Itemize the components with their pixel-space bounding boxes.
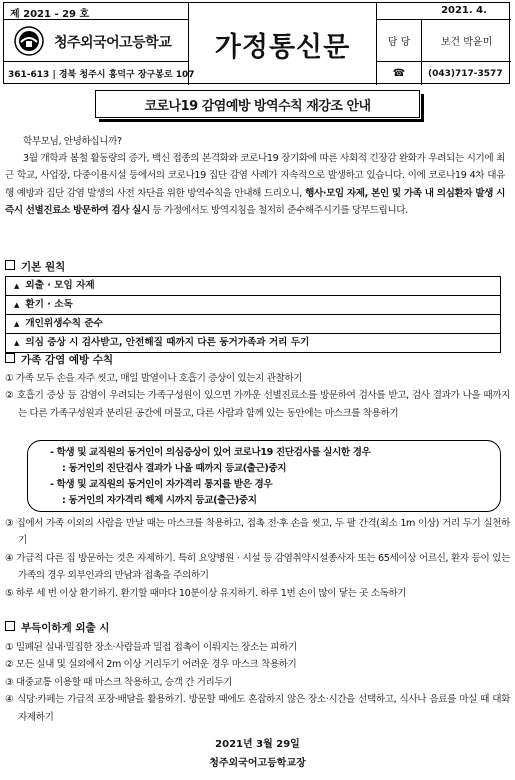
- section-basic-title: 기본 원칙: [21, 261, 66, 273]
- list-item: ▲ 개인위생수칙 준수: [6, 315, 500, 334]
- list-item: ② 모든 실내 및 실외에서 2m 이상 거리두기 어려운 경우 마스크 착용하기: [5, 659, 297, 671]
- list-item: ④ 가급적 다른 집 방문하는 것은 자제하기. 특히 요양병원 · 시설 등 감염취약시설종사자 또는 65세이상 어르신, 환자 등이 있는 가족의 경우 외부인과의 만남과 접촉을 주의하기: [5, 552, 510, 582]
- issue-date: 2021. 4.: [377, 3, 511, 20]
- notice-line: : 동거인의 진단검사 결과가 나올 때까지 등교(출근)중지: [62, 463, 287, 474]
- manager-name: 보건 박윤미: [422, 20, 511, 62]
- list-item: ▲ 의심 증상 시 검사받고, 안전해질 때까지 다른 동거가족과 거리 두기: [14, 337, 310, 348]
- school-name: 청주외국어고등학교: [54, 35, 172, 51]
- intro-text: 3월 개학과 봄철 활동량의 증가, 백신 접종의 본격화와 코로나19 장기화에 따른 사회적 긴장감 완화가 우려되는 시기에 최근 학교, 사업장, 다중이용시설 등에서의 코로나19 집단 감염 사례가 지속적으로 발생하고 있습니다. 이에 코로나19 4차 대유행 예방과 집단 감염 발생의 사전 차단을 위한 방역수칙을 안내해 드리오니,: [5, 153, 505, 199]
- intro-tail: 등 가정에서도 방역지침을 철저히 준수해주시기를 당부드립니다.: [149, 204, 408, 216]
- notice-line: : 동거인의 자가격리 해제 시까지 등교(출근)중지: [62, 495, 257, 506]
- list-item: ① 가족 모두 손을 자주 씻고, 매일 발열이나 호흡기 증상이 있는지 관찰하기: [5, 373, 303, 384]
- notice-line: - 학생 및 교직원의 동거인이 의심증상이 있어 코로나19 진단검사를 실시한 경우: [50, 447, 371, 458]
- title-box: [95, 90, 420, 118]
- phone-icon: ☎: [377, 62, 422, 85]
- intro-section: [5, 133, 505, 219]
- section-outing-heading: [5, 620, 109, 635]
- school-address: 361-613 | 경북 청주시 흥덕구 장구봉로 107: [4, 62, 189, 85]
- manager-label: 담 당: [377, 20, 422, 62]
- square-bullet-icon: [5, 260, 15, 270]
- triangle-bullet-icon: ▲: [14, 339, 20, 347]
- footer-signature: 청주외국어고등학교장: [209, 758, 306, 769]
- section-family-heading: [5, 352, 113, 367]
- triangle-bullet-icon: ▲: [14, 282, 20, 290]
- document-title: 코로나19 감염예방 방역수칙 재강조 안내: [144, 98, 371, 114]
- intro-body: [5, 150, 505, 219]
- basic-principles-list: [5, 276, 501, 353]
- square-bullet-icon: [5, 621, 15, 631]
- list-item: ③ 대중교통 이용할 때 마스크 착용하고, 승객 간 거리두기: [5, 676, 233, 688]
- newsletter-title: 가정통신문: [189, 3, 377, 85]
- list-item: ② 호흡기 증상 등 감염이 우려되는 가족구성원이 있으면 가까운 선별진료소를 방문하여 검사를 받고, 검사 결과가 나올 때까지는 다른 가족구성원과 분리된 공간에 머물고, 다른 사람과 함께 있는 동안에는 마스크를 착용하기: [5, 390, 510, 419]
- list-item: ⑤ 하루 세 번 이상 환기하기. 환기할 때마다 10분이상 유지하기. 하루 1번 손이 많이 닿는 곳 소독하기: [5, 587, 407, 599]
- outing-rules-list: [5, 639, 510, 726]
- family-rules-list-b: [5, 515, 510, 602]
- section-family-title: 가족 감염 예방 수칙: [21, 354, 114, 366]
- list-item: ▲ 환기 · 소독: [6, 296, 500, 315]
- triangle-bullet-icon: ▲: [14, 301, 20, 309]
- greeting: 학부모님, 안녕하십니까?: [23, 136, 122, 147]
- footer-date: 2021년 3월 29일: [215, 739, 300, 750]
- list-item: ④ 식당·카페는 가급적 포장·배달을 활용하기. 방문할 때에도 혼잡하지 않은 장소·시간을 선택하고, 식사나 음료를 마실 때 대화 자제하기: [5, 694, 510, 723]
- school-logo-icon: [14, 26, 44, 56]
- family-rules-list-a: [5, 370, 510, 422]
- header-table: [3, 2, 510, 84]
- notice-line: - 학생 및 교직원의 동거인이 자가격리 통지를 받은 경우: [50, 479, 273, 490]
- intro-bold-text: 행사·모임 자제, 본인 및 가족 내 의심환자 발생 시 즉시 선별진료소 방문하여 검사 실시: [5, 187, 506, 216]
- section-basic-heading: [5, 259, 65, 274]
- phone-number: (043)717-3577: [428, 68, 503, 79]
- square-bullet-icon: [5, 353, 15, 363]
- school-cell: [4, 20, 189, 62]
- list-item: ▲ 외출 · 모임 자제: [6, 277, 500, 296]
- list-item: ① 밀폐된 실내·밀집한 장소·사람들과 밀접 접촉이 이뤄지는 장소는 피하기: [5, 642, 297, 653]
- cohabitant-notice-box: [27, 440, 501, 512]
- list-item: ③ 집에서 가족 이외의 사람을 만날 때는 마스크를 착용하고, 접촉 전·후 손을 씻고, 두 팔 간격(최소 1m 이상) 거리 두기 실천하기: [5, 518, 510, 547]
- issue-number: 제 2021 - 29 호: [4, 3, 189, 20]
- section-outing-title: 부득이하게 외출 시: [21, 622, 110, 634]
- triangle-bullet-icon: ▲: [14, 320, 20, 328]
